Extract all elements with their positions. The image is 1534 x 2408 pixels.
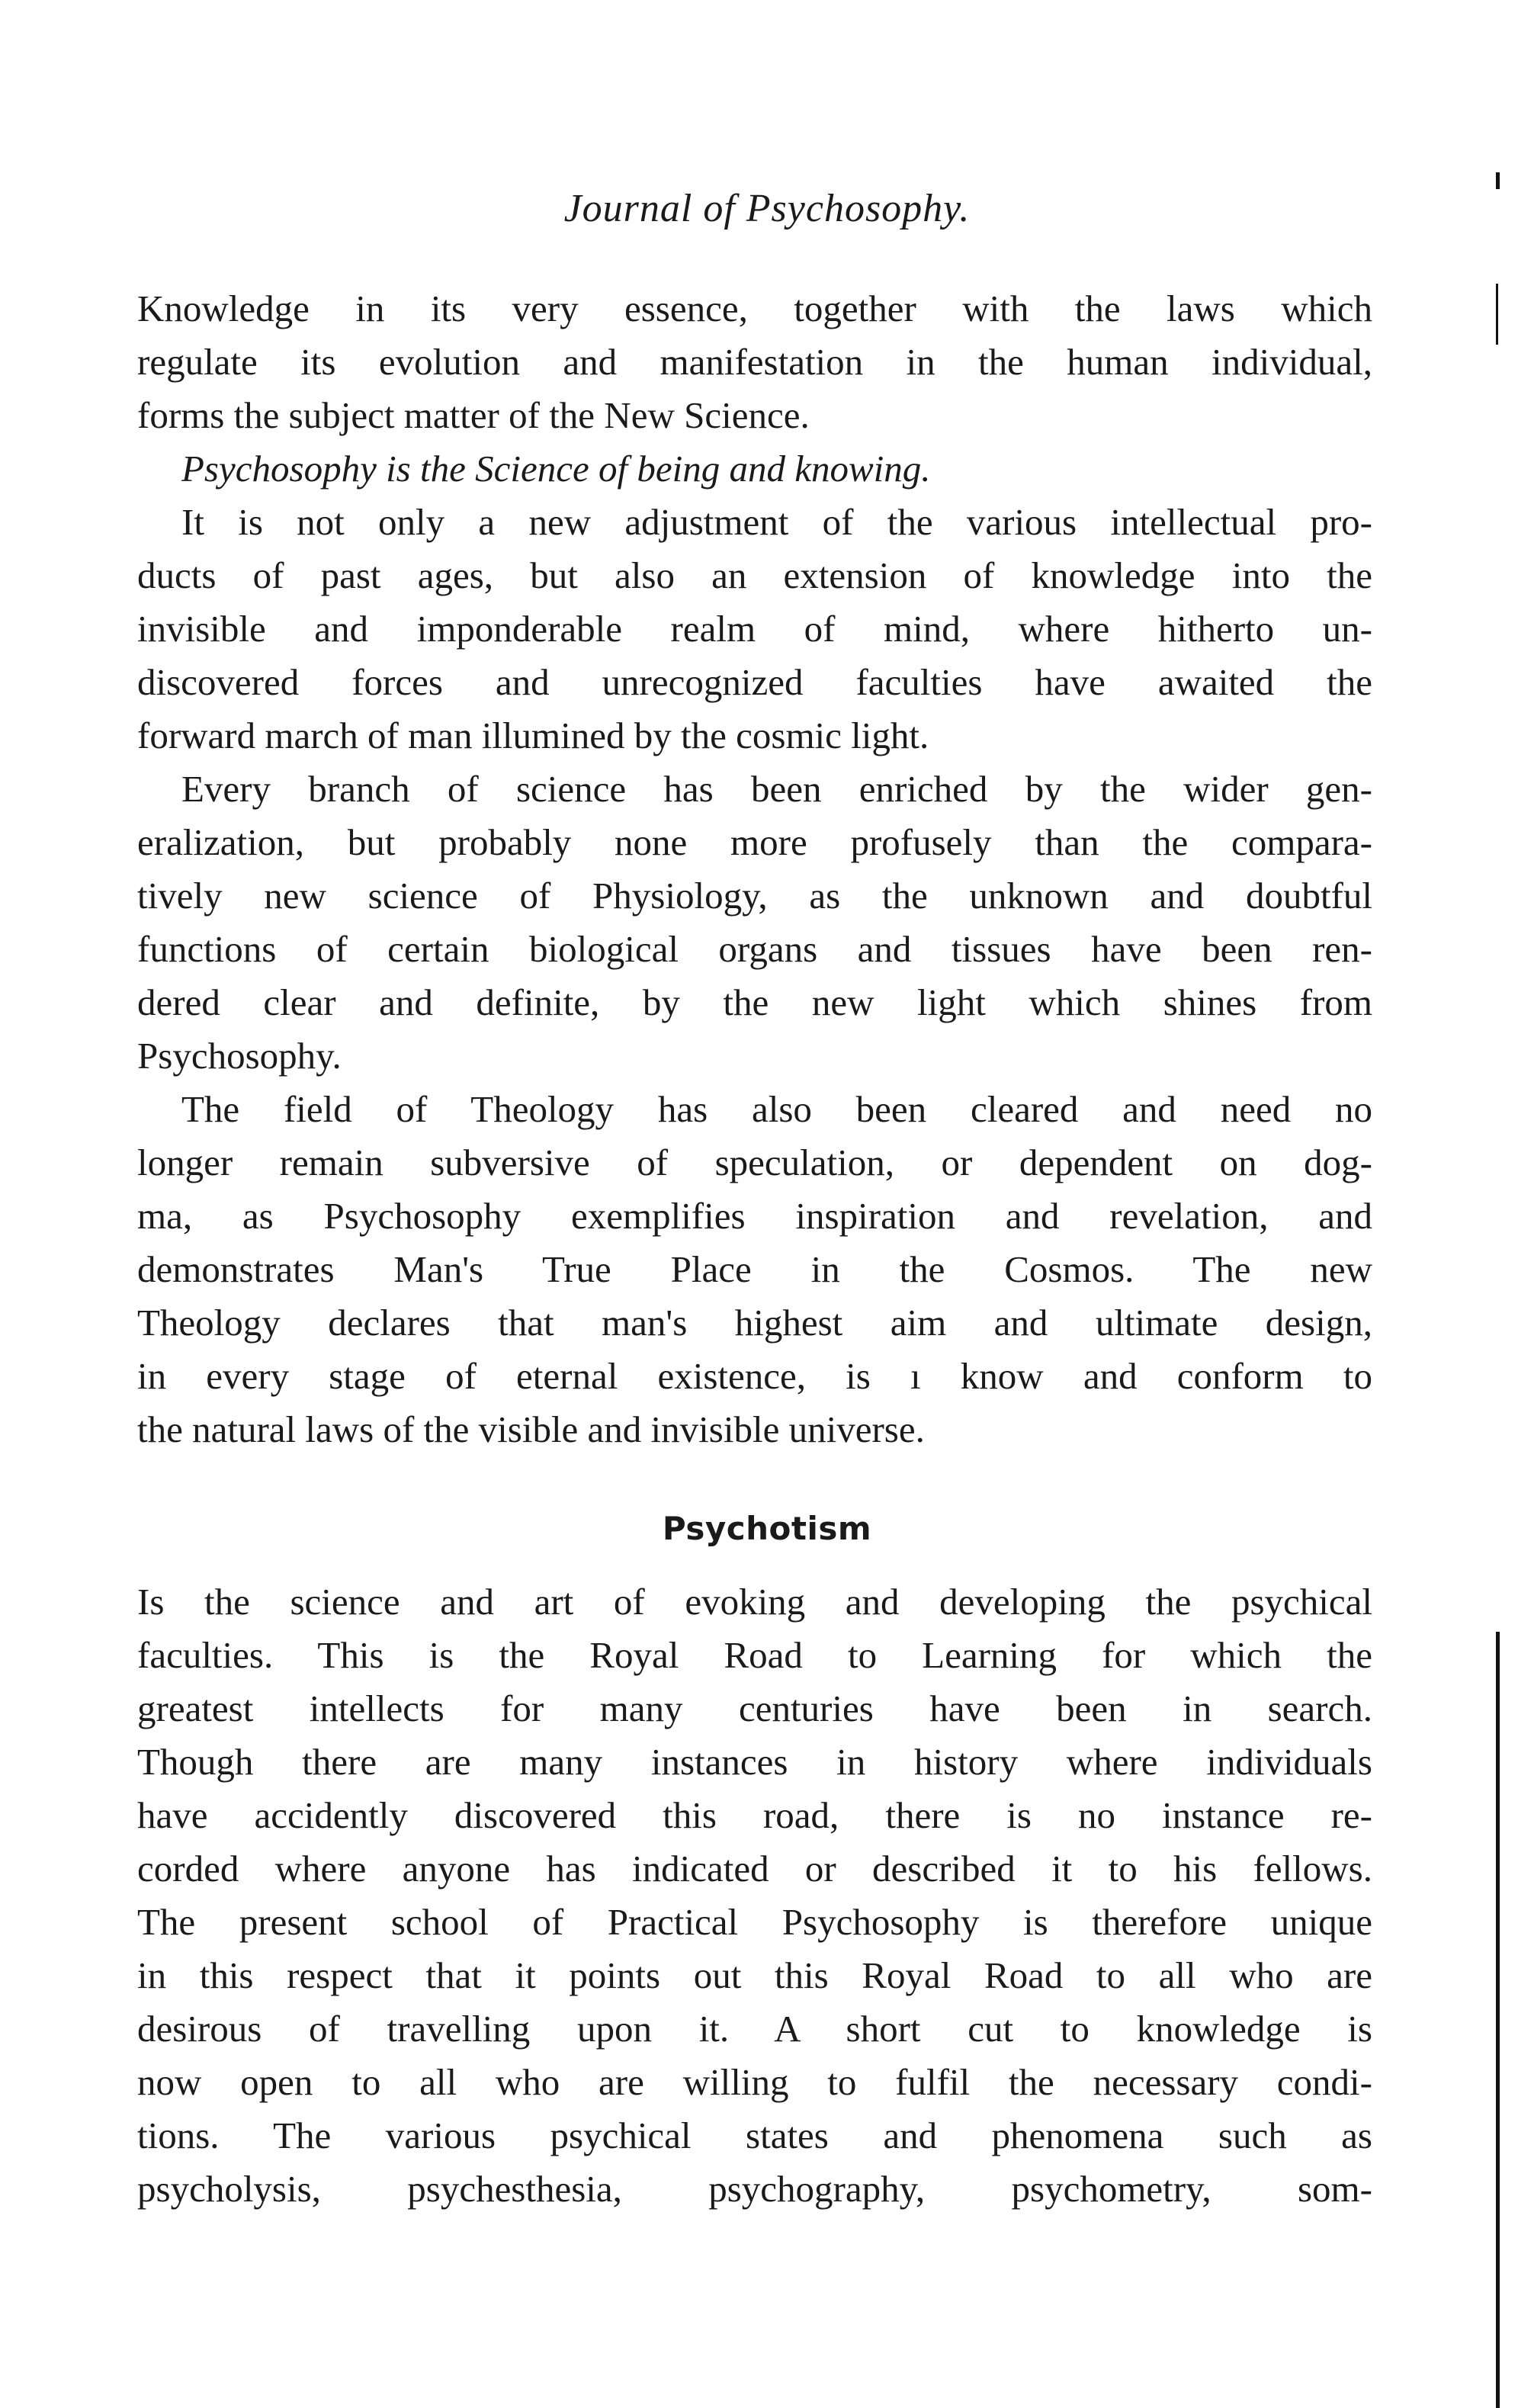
text-line: discovered forces and unrecognized faculties have awaited the — [137, 661, 1372, 703]
text-line: regulate its evolution and manifestation in the human individual, — [137, 341, 1372, 383]
paragraph-start-line: Every branch of science has been enriched by the wider gen- — [181, 768, 1372, 810]
text-line: functions of certain biological organs and tissues have been ren- — [137, 928, 1372, 970]
text-line: desirous of travelling upon it. A short cut to knowledge is — [137, 2008, 1372, 2050]
text-line: now open to all who are willing to fulfil the necessary condi- — [137, 2061, 1372, 2103]
text-line: Though there are many instances in history where individuals — [137, 1741, 1372, 1783]
text-line: demonstrates Man's True Place in the Cosmos. The new — [137, 1248, 1372, 1290]
text-line: psycholysis, psychesthesia, psychography, psychometry, som- — [137, 2168, 1372, 2210]
body-text-block — [137, 282, 1372, 1456]
body-text-block — [137, 1575, 1372, 2216]
running-head: Journal of Psychosophy. — [563, 187, 971, 230]
text-line: greatest intellects for many centuries have been in search. — [137, 1687, 1372, 1729]
text-line: tively new science of Physiology, as the unknown and doubtful — [137, 875, 1372, 917]
text-line: Psychosophy. — [137, 1035, 342, 1077]
section-heading: Psychotism — [662, 1510, 872, 1547]
text-line: Theology declares that man's highest aim and ultimate design, — [137, 1302, 1372, 1344]
text-line: corded where anyone has indicated or described it to his fellows. — [137, 1848, 1372, 1889]
text-line: dered clear and definite, by the new light which shines from — [137, 981, 1372, 1023]
text-line: ducts of past ages, but also an extension of knowledge into the — [137, 554, 1372, 596]
text-line: ma, as Psychosophy exemplifies inspiration and revelation, and — [137, 1195, 1372, 1237]
text-line: in this respect that it points out this Royal Road to all who are — [137, 1954, 1372, 1996]
text-line: the natural laws of the visible and invisible universe. — [137, 1408, 925, 1450]
page-edge-mark — [1496, 284, 1498, 345]
page-edge-mark — [1496, 172, 1500, 189]
text-line: eralization, but probably none more profusely than the compara- — [137, 821, 1372, 863]
text-line: in every stage of eternal existence, is ı know and conform to — [137, 1355, 1372, 1397]
text-line: forward march of man illumined by the cosmic light. — [137, 714, 929, 756]
text-line: invisible and imponderable realm of mind, where hitherto un- — [137, 608, 1372, 650]
paragraph-start-line: It is not only a new adjustment of the various intellectual pro- — [181, 501, 1372, 543]
text-line: tions. The various psychical states and phenomena such as — [137, 2114, 1372, 2156]
page-edge-rule — [1496, 1632, 1500, 2408]
text-line: faculties. This is the Royal Road to Learning for which the — [137, 1634, 1372, 1676]
text-line: The present school of Practical Psychosophy is therefore unique — [137, 1901, 1372, 1943]
text-line-italic: Psychosophy is the Science of being and knowing. — [181, 448, 931, 490]
text-line: Is the science and art of evoking and developing the psychical — [137, 1581, 1372, 1623]
text-line: have accidently discovered this road, there is no instance re- — [137, 1794, 1372, 1836]
text-line: Knowledge in its very essence, together with the laws which — [137, 287, 1372, 329]
text-line: forms the subject matter of the New Science. — [137, 394, 810, 436]
paragraph-start-line: The field of Theology has also been cleared and need no — [181, 1088, 1372, 1130]
text-line: longer remain subversive of speculation, or dependent on dog- — [137, 1141, 1372, 1183]
